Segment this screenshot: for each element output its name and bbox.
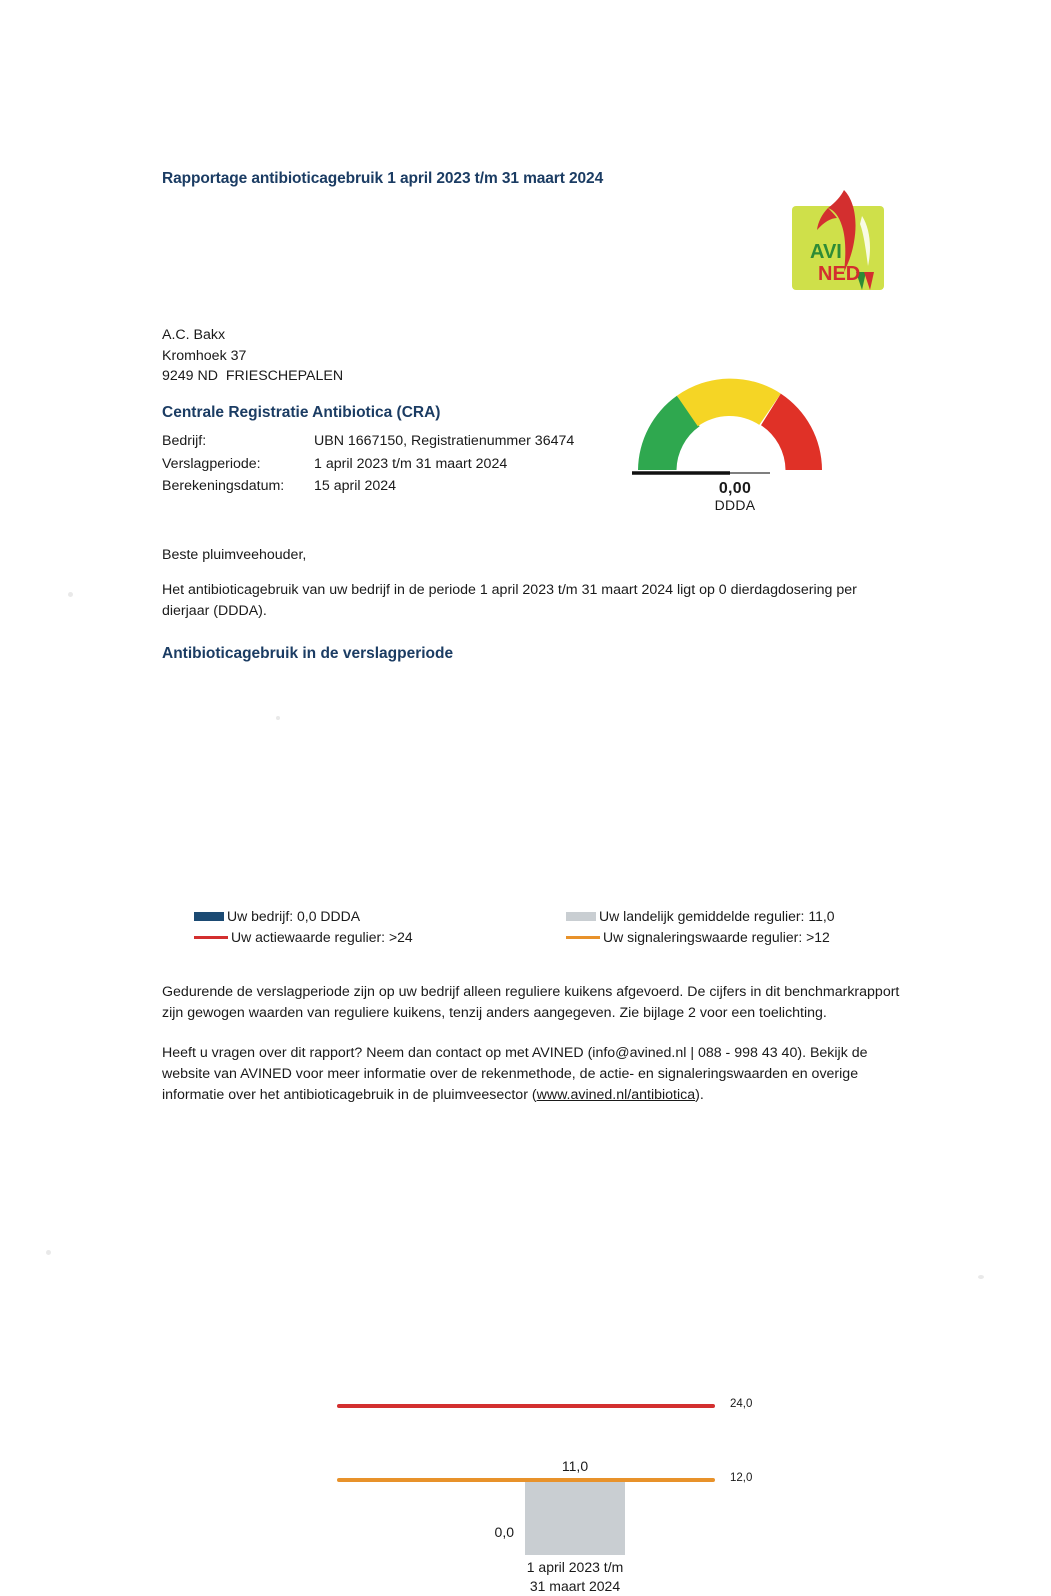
legend-swatch-action-value — [194, 936, 228, 939]
legend-label-own-farm: Uw bedrijf: 0,0 DDDA — [227, 908, 361, 924]
legend-item-action-value — [194, 929, 413, 945]
intro-paragraph: Het antibioticagebruik van uw bedrijf in de periode 1 april 2023 t/m 31 maart 2024 ligt op 0 dierdagdosering per dierjaar (DDDA). — [162, 582, 857, 619]
scan-speck — [68, 592, 73, 597]
address-line-3: 9249 ND FRIESCHEPALEN — [162, 368, 344, 384]
gauge-unit: DDDA — [714, 497, 756, 513]
contact-paragraph — [162, 1043, 902, 1106]
legend-item-signal-value — [566, 929, 830, 945]
table-row — [162, 430, 574, 453]
scan-speck — [276, 716, 280, 720]
registration-table — [162, 430, 574, 498]
legend-item-national-average — [566, 908, 835, 924]
avined-logo-avi: AVI — [810, 241, 842, 263]
scan-speck — [978, 1275, 984, 1279]
registration-value-bedrijf: UBN 1667150, Registratienummer 36474 — [314, 433, 575, 449]
axis-tick-24: 24,0 — [730, 1398, 753, 1410]
legend-label-national-average: Uw landelijk gemiddelde regulier: 11,0 — [599, 908, 835, 924]
recipient-address — [162, 325, 343, 387]
avined-logo-ned: NED — [818, 263, 861, 285]
action-value-reference-line — [337, 1404, 715, 1408]
scan-speck — [46, 1250, 51, 1255]
x-axis-label — [470, 1558, 680, 1596]
note-paragraph: Gedurende de verslagperiode zijn op uw bedrijf alleen reguliere kuikens afgevoerd. De cijfers in dit benchmarkrapport zijn gewogen waarden van reguliere kuikens, tenzij anders aangegeven. Zie bijlage 2 voor een toelichting. — [162, 984, 900, 1021]
registration-value-berekeningsdatum: 15 april 2024 — [314, 478, 397, 494]
gauge-value: 0,00 — [718, 480, 752, 497]
address-line-2: Kromhoek 37 — [162, 347, 247, 364]
avined-website-link[interactable]: www.avined.nl/antibiotica — [536, 1087, 696, 1103]
legend-item-own-farm — [194, 908, 360, 924]
avined-logo — [784, 186, 896, 294]
legend-label-signal-value: Uw signaleringswaarde regulier: >12 — [603, 929, 830, 945]
legend-swatch-signal-value — [566, 936, 600, 939]
legend-swatch-national-average — [566, 912, 596, 921]
page-title: Rapportage antibioticagebruik 1 april 2023 t/m 31 maart 2024 — [162, 170, 604, 187]
registration-value-verslagperiode: 1 april 2023 t/m 31 maart 2024 — [314, 455, 508, 472]
registration-label-berekeningsdatum: Berekeningsdatum: — [162, 478, 285, 494]
legend-label-action-value: Uw actiewaarde regulier: >24 — [231, 929, 413, 945]
chart-legend — [162, 908, 922, 950]
greeting-text: Beste pluimveehouder, — [162, 547, 307, 563]
bar-national-average — [525, 1482, 625, 1555]
contact-text-part-1: Heeft u vragen over dit rapport? Neem dan contact op met AVINED (info@avined.nl | 088 - 998 43 40). Bekijk de website van AVINED voor meer informatie over de rekenmethode, de actie- en signaleringswaarden en overige informatie over het antibioticagebruik in de pluimveesector ( — [162, 1045, 868, 1103]
section-heading: Antibioticagebruik in de verslagperiode — [162, 645, 454, 662]
registration-heading: Centrale Registratie Antibiotica (CRA) — [162, 404, 441, 421]
contact-text-part-2: ). — [695, 1087, 704, 1103]
registration-label-bedrijf: Bedrijf: — [162, 433, 207, 449]
table-row — [162, 475, 574, 498]
bar-label-own-farm: 0,0 — [494, 1524, 514, 1540]
x-axis-label-line-2: 31 maart 2024 — [529, 1578, 621, 1594]
bar-label-national-average: 11,0 — [561, 1458, 589, 1474]
registration-label-verslagperiode: Verslagperiode: — [162, 455, 261, 472]
x-axis-label-line-1: 1 april 2023 t/m — [526, 1559, 624, 1575]
axis-tick-12: 12,0 — [730, 1472, 753, 1484]
table-row — [162, 453, 574, 476]
legend-swatch-own-farm — [194, 912, 224, 921]
address-line-1: A.C. Bakx — [162, 327, 226, 343]
